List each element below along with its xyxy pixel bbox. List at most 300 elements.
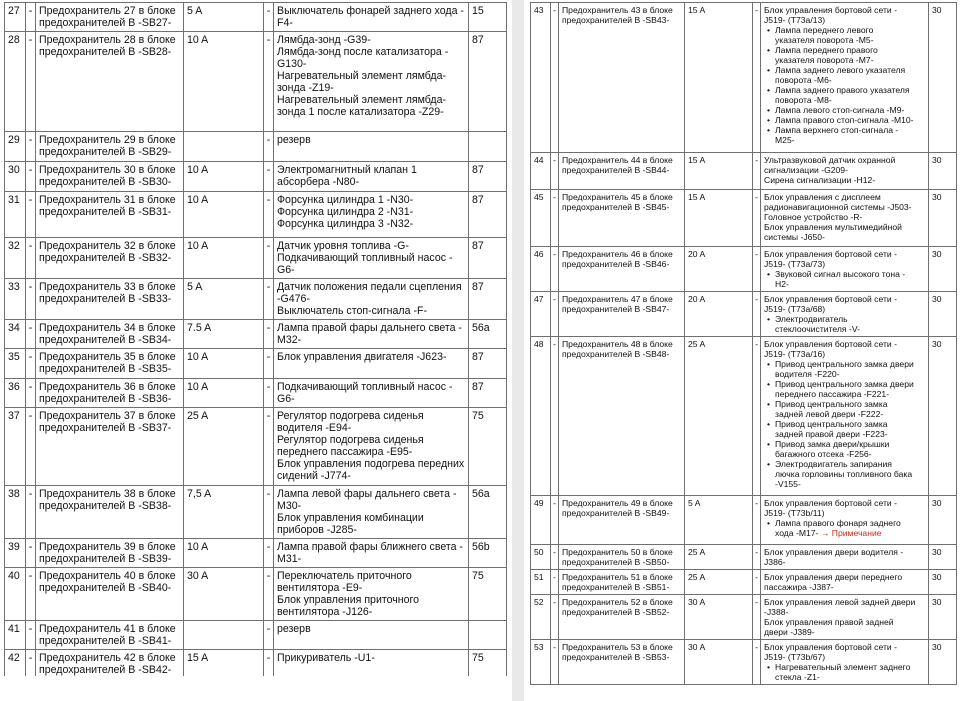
fuse-name-line: предохранителей В -SB39- xyxy=(39,553,172,565)
dash-cell: - xyxy=(551,3,559,153)
fuse-amperage: 10 A xyxy=(184,349,264,379)
list-item-line: • Привод центрального замка xyxy=(775,419,888,429)
fuse-name xyxy=(36,486,184,539)
fuse-number: 35 xyxy=(5,349,26,379)
fuse-name xyxy=(36,132,184,162)
description-line: Прикуриватель -U1- xyxy=(277,652,375,664)
list-item-line: • Лампа заднего правого указателя xyxy=(775,85,910,95)
terminal-designation: 30 xyxy=(929,292,957,337)
description-line: резерв xyxy=(277,134,311,146)
list-item-line: поворота -M8- xyxy=(775,95,832,105)
fuse-number: 52 xyxy=(531,595,551,640)
fuse-number: 31 xyxy=(5,192,26,238)
fuse-amperage: 10 A xyxy=(184,192,264,238)
description-line: Выключатель фонарей заднего хода - xyxy=(277,5,464,17)
dash-cell: - xyxy=(753,337,761,496)
table-row xyxy=(5,192,507,238)
list-item-line: стекла -Z1- xyxy=(775,672,820,682)
dash-cell: - xyxy=(753,292,761,337)
fuse-name-line: предохранителей В -SB43- xyxy=(562,15,670,25)
description-line: Блок управления приточного xyxy=(277,594,420,606)
description-line: F4- xyxy=(277,17,293,29)
description-line: Лампа правой фары ближнего света - xyxy=(277,541,463,553)
fuse-number: 38 xyxy=(5,486,26,539)
terminal-designation: 30 xyxy=(929,640,957,685)
list-item xyxy=(775,314,925,334)
terminal-designation: 87 xyxy=(469,32,507,132)
fuse-name xyxy=(559,247,685,292)
fuse-name-line: предохранителей В -SB41- xyxy=(39,635,172,647)
consumer-description xyxy=(274,486,469,539)
terminal-designation: 87 xyxy=(469,349,507,379)
description-line: Блок управления мультимедийной xyxy=(764,222,902,232)
fuse-name-line: Предохранитель 34 в блоке xyxy=(39,322,176,334)
fuse-amperage: 15 A xyxy=(685,190,753,247)
dash-cell: - xyxy=(26,192,36,238)
list-item-line: • Электродвигатель xyxy=(775,314,848,324)
description-line: Переключатель приточного xyxy=(277,570,412,582)
table-row xyxy=(5,132,507,162)
consumer-description xyxy=(761,292,929,337)
list-item-line: • Лампа заднего левого указателя xyxy=(775,65,906,75)
fuse-amperage: 5 A xyxy=(184,279,264,320)
dash-cell: - xyxy=(753,570,761,595)
description-line: системы -J650- xyxy=(764,232,825,242)
description-line: Форсунка цилиндра 3 -N32- xyxy=(277,218,414,230)
description-line: Регулятор подогрева сиденья xyxy=(277,434,424,446)
consumer-list xyxy=(764,359,925,489)
fuse-number: 47 xyxy=(531,292,551,337)
fuse-number: 30 xyxy=(5,162,26,192)
fuse-name-line: Предохранитель 29 в блоке xyxy=(39,134,176,146)
fuse-name-line: Предохранитель 28 в блоке xyxy=(39,34,176,46)
fuse-name xyxy=(36,320,184,349)
list-item xyxy=(775,125,925,145)
description-line: Форсунка цилиндра 1 -N30- xyxy=(277,194,414,206)
terminal-designation: 30 xyxy=(929,595,957,640)
description-line: Головное устройство -R- xyxy=(764,212,863,222)
list-item xyxy=(775,459,925,489)
consumer-description xyxy=(274,408,469,486)
table-row xyxy=(531,247,957,292)
description-line: Блок управления правой задней xyxy=(764,617,894,627)
consumer-description xyxy=(274,650,469,677)
list-item-line: • Лампа левого стоп-сигнала -M9- xyxy=(775,105,905,115)
list-item xyxy=(775,65,925,85)
fuse-number: 45 xyxy=(531,190,551,247)
fuse-name-line: предохранителей В -SB53- xyxy=(562,652,670,662)
table-row xyxy=(531,190,957,247)
fuse-name-line: Предохранитель 43 в блоке xyxy=(562,5,673,15)
consumer-description xyxy=(274,192,469,238)
terminal-designation: 30 xyxy=(929,545,957,570)
description-line: Выключатель стоп-сигнала -F- xyxy=(277,305,427,317)
fuse-name-line: Предохранитель 42 в блоке xyxy=(39,652,176,664)
fuse-amperage: 20 A xyxy=(685,247,753,292)
fuse-name-line: Предохранитель 51 в блоке xyxy=(562,572,673,582)
dash-cell: - xyxy=(264,408,274,486)
fuse-name-line: предохранителей В -SB46- xyxy=(562,259,670,269)
list-item xyxy=(775,419,925,439)
list-item-line: водителя -F220- xyxy=(775,369,840,379)
description-line: Лямбда-зонд после катализатора - xyxy=(277,46,449,58)
fuse-name-line: предохранителей В -SB38- xyxy=(39,500,172,512)
terminal-designation: 30 xyxy=(929,153,957,190)
dash-cell: - xyxy=(753,3,761,153)
description-line: Блок управления комбинации xyxy=(277,512,424,524)
fuse-amperage: 7.5 A xyxy=(184,320,264,349)
fuse-name-line: предохранителей В -SB31- xyxy=(39,206,172,218)
fuse-name-line: предохранителей В -SB27- xyxy=(39,17,172,29)
list-item xyxy=(775,105,925,115)
fuse-number: 50 xyxy=(531,545,551,570)
fuse-number: 41 xyxy=(5,621,26,650)
table-row xyxy=(5,162,507,192)
list-item-line: H2- xyxy=(775,279,789,289)
fuse-name xyxy=(36,539,184,568)
fuse-amperage: 15 A xyxy=(685,3,753,153)
list-item-line: • Лампа правого стоп-сигнала -M10- xyxy=(775,115,914,125)
fuse-name xyxy=(559,640,685,685)
description-line: Блок управления с дисплеем xyxy=(764,192,881,202)
terminal-designation: 15 xyxy=(469,3,507,32)
table-row xyxy=(531,153,957,190)
terminal-designation: 56a xyxy=(469,320,507,349)
description-line: Регулятор подогрева сиденья xyxy=(277,410,424,422)
description-line: J519- (T73b/11) xyxy=(764,508,825,518)
terminal-designation: 87 xyxy=(469,192,507,238)
consumer-description xyxy=(761,337,929,496)
table-row xyxy=(5,408,507,486)
dash-cell: - xyxy=(26,320,36,349)
fuse-name-line: Предохранитель 50 в блоке xyxy=(562,547,673,557)
table-row xyxy=(531,595,957,640)
list-item xyxy=(775,379,925,399)
fuse-name-line: предохранителей В -SB30- xyxy=(39,176,172,188)
dash-cell: - xyxy=(264,320,274,349)
description-line: G6- xyxy=(277,393,295,405)
terminal-designation: 75 xyxy=(469,408,507,486)
consumer-list xyxy=(764,25,925,145)
fuse-name xyxy=(36,192,184,238)
fuse-name-line: Предохранитель 45 в блоке xyxy=(562,192,673,202)
dash-cell: - xyxy=(264,568,274,621)
fuse-name-line: предохранителей В -SB37- xyxy=(39,422,172,434)
dash-cell: - xyxy=(551,640,559,685)
list-item-line: -V155- xyxy=(775,479,801,489)
description-line: водителя -E94- xyxy=(277,422,352,434)
table-row xyxy=(531,545,957,570)
consumer-description xyxy=(761,153,929,190)
description-line: J519- (T73a/68) xyxy=(764,304,826,314)
terminal-designation: 30 xyxy=(929,570,957,595)
table-row xyxy=(5,349,507,379)
description-line: G6- xyxy=(277,264,295,276)
fuse-number: 49 xyxy=(531,496,551,545)
fuse-number: 34 xyxy=(5,320,26,349)
list-item-line: • Привод центрального замка двери xyxy=(775,359,914,369)
fuse-name xyxy=(36,408,184,486)
fuse-amperage: 15 A xyxy=(184,650,264,677)
consumer-list xyxy=(764,314,925,334)
fuse-number: 37 xyxy=(5,408,26,486)
fuse-amperage xyxy=(184,621,264,650)
fuse-name-line: Предохранитель 31 в блоке xyxy=(39,194,176,206)
dash-cell: - xyxy=(264,162,274,192)
table-row xyxy=(5,650,507,677)
dash-cell: - xyxy=(26,486,36,539)
table-row xyxy=(531,640,957,685)
fuse-name xyxy=(36,568,184,621)
table-row xyxy=(5,621,507,650)
fuse-amperage: 30 A xyxy=(184,568,264,621)
list-item-line: стеклоочистителя -V- xyxy=(775,324,860,334)
description-line: Ультразвуковой датчик охранной xyxy=(764,155,896,165)
description-line: Блок управления бортовой сети - xyxy=(764,498,897,508)
list-item-line: • Лампа правого фонаря заднего xyxy=(775,518,901,528)
dash-cell: - xyxy=(551,570,559,595)
dash-cell: - xyxy=(264,279,274,320)
description-line: переднего пассажира -E95- xyxy=(277,446,413,458)
note-link[interactable]: → Примечание xyxy=(820,528,882,538)
description-line: Сирена сигнализации -H12- xyxy=(764,175,876,185)
fuse-name-line: Предохранитель 40 в блоке xyxy=(39,570,176,582)
description-line: J519- (T73a/16) xyxy=(764,349,826,359)
description-line: приборов -J285- xyxy=(277,524,357,536)
description-line: J519- (T73a/73) xyxy=(764,259,826,269)
consumer-list xyxy=(764,269,925,289)
terminal-designation: 30 xyxy=(929,3,957,153)
list-item xyxy=(775,85,925,105)
description-line: Форсунка цилиндра 2 -N31- xyxy=(277,206,414,218)
fuse-number: 46 xyxy=(531,247,551,292)
list-item-line: • Привод замка двери/крышки xyxy=(775,439,890,449)
description-line: абсорбера -N80- xyxy=(277,176,360,188)
dash-cell: - xyxy=(551,496,559,545)
description-line: Блок управления подогрева передних xyxy=(277,458,465,470)
list-item-line: • Лампа переднего правого xyxy=(775,45,878,55)
dash-cell: - xyxy=(264,539,274,568)
dash-cell: - xyxy=(753,545,761,570)
fuse-amperage: 5 A xyxy=(184,3,264,32)
fuse-name-line: предохранителей В -SB47- xyxy=(562,304,670,314)
dash-cell: - xyxy=(753,640,761,685)
dash-cell: - xyxy=(551,545,559,570)
list-item-line: задней левой двери -F222- xyxy=(775,409,884,419)
dash-cell: - xyxy=(26,539,36,568)
fuse-name xyxy=(36,379,184,408)
table-row xyxy=(5,238,507,279)
list-item xyxy=(775,399,925,419)
fuse-amperage: 20 A xyxy=(685,292,753,337)
description-line: Блок управления двери переднего xyxy=(764,572,903,582)
dash-cell: - xyxy=(26,238,36,279)
dash-cell: - xyxy=(26,32,36,132)
description-line: Блок управления двигателя -J623- xyxy=(277,351,447,363)
dash-cell: - xyxy=(264,3,274,32)
dash-cell: - xyxy=(753,153,761,190)
fuse-name-line: предохранителей В -SB50- xyxy=(562,557,670,567)
fuse-name xyxy=(559,337,685,496)
description-line: Блок управления бортовой сети - xyxy=(764,642,897,652)
description-line: двери -J389- xyxy=(764,627,815,637)
description-line: Лампа левой фары дальнего света - xyxy=(277,488,457,500)
table-row xyxy=(5,3,507,32)
table-row xyxy=(531,292,957,337)
dash-cell: - xyxy=(264,349,274,379)
description-line: вентилятора -E9- xyxy=(277,582,363,594)
fuse-name-line: Предохранитель 47 в блоке xyxy=(562,294,673,304)
description-line: Блок управления бортовой сети - xyxy=(764,5,897,15)
fuse-name xyxy=(559,595,685,640)
consumer-list xyxy=(764,518,925,538)
description-line: Блок управления бортовой сети - xyxy=(764,249,897,259)
list-item xyxy=(775,439,925,459)
description-line: Датчик уровня топлива -G- xyxy=(277,240,409,252)
list-item xyxy=(775,25,925,45)
fuse-amperage: 25 A xyxy=(685,337,753,496)
table-row xyxy=(5,539,507,568)
dash-cell: - xyxy=(26,621,36,650)
fuse-name xyxy=(559,496,685,545)
consumer-description xyxy=(274,539,469,568)
terminal-designation xyxy=(469,621,507,650)
dash-cell: - xyxy=(26,349,36,379)
fuse-name-line: Предохранитель 27 в блоке xyxy=(39,5,176,17)
fuse-number: 53 xyxy=(531,640,551,685)
fuse-name-line: предохранителей В -SB52- xyxy=(562,607,670,617)
description-line: J519- (T73a/13) xyxy=(764,15,826,25)
dash-cell: - xyxy=(26,132,36,162)
fuse-number: 51 xyxy=(531,570,551,595)
fuse-number: 42 xyxy=(5,650,26,677)
list-item xyxy=(775,518,925,538)
fuse-table-right xyxy=(530,2,957,685)
fuse-name xyxy=(36,349,184,379)
description-line: пассажира -J387- xyxy=(764,582,834,592)
fuse-number: 43 xyxy=(531,3,551,153)
terminal-designation: 30 xyxy=(929,337,957,496)
fuse-amperage: 10 A xyxy=(184,238,264,279)
description-line: Блок управления бортовой сети - xyxy=(764,294,897,304)
fuse-name-line: Предохранитель 52 в блоке xyxy=(562,597,673,607)
description-line: -G476- xyxy=(277,293,310,305)
fuse-name-line: предохранителей В -SB45- xyxy=(562,202,670,212)
dash-cell: - xyxy=(264,379,274,408)
fuse-name xyxy=(559,190,685,247)
consumer-description xyxy=(274,379,469,408)
right-page xyxy=(512,0,960,701)
list-item-line: • Нагревательный элемент заднего xyxy=(775,662,911,672)
fuse-name-line: предохранителей В -SB44- xyxy=(562,165,670,175)
table-row xyxy=(5,32,507,132)
fuse-number: 40 xyxy=(5,568,26,621)
fuse-name-line: Предохранитель 30 в блоке xyxy=(39,164,176,176)
fuse-name-line: предохранителей В -SB49- xyxy=(562,508,670,518)
terminal-designation: 75 xyxy=(469,650,507,677)
fuse-amperage: 30 A xyxy=(685,595,753,640)
fuse-name xyxy=(36,3,184,32)
list-item-line: • Привод центрального замка двери xyxy=(775,379,914,389)
description-line: M32- xyxy=(277,334,302,346)
fuse-name-line: Предохранитель 35 в блоке xyxy=(39,351,176,363)
consumer-description xyxy=(761,545,929,570)
fuse-name-line: предохранителей В -SB40- xyxy=(39,582,172,594)
right-page-sheet xyxy=(524,0,960,701)
description-line: Электромагнитный клапан 1 xyxy=(277,164,417,176)
fuse-number: 33 xyxy=(5,279,26,320)
fuse-name-line: Предохранитель 32 в блоке xyxy=(39,240,176,252)
dash-cell: - xyxy=(551,247,559,292)
dash-cell: - xyxy=(264,486,274,539)
fuse-name-line: предохранителей В -SB29- xyxy=(39,146,172,158)
fuse-number: 29 xyxy=(5,132,26,162)
consumer-description xyxy=(761,496,929,545)
description-line: Лампа правой фары дальнего света - xyxy=(277,322,462,334)
consumer-description xyxy=(274,320,469,349)
dash-cell: - xyxy=(551,292,559,337)
description-line: G130- xyxy=(277,58,307,70)
consumer-list xyxy=(764,662,925,682)
terminal-designation xyxy=(469,132,507,162)
table-row xyxy=(5,486,507,539)
table-row xyxy=(5,320,507,349)
dash-cell: - xyxy=(26,650,36,677)
description-line: Датчик положения педали сцепления xyxy=(277,281,462,293)
fuse-amperage: 10 A xyxy=(184,162,264,192)
list-item xyxy=(775,269,925,289)
list-item xyxy=(775,115,925,125)
fuse-name-line: Предохранитель 46 в блоке xyxy=(562,249,673,259)
list-item-line: M25- xyxy=(775,135,795,145)
fuse-number: 27 xyxy=(5,3,26,32)
fuse-amperage: 25 A xyxy=(685,570,753,595)
fuse-amperage: 7,5 A xyxy=(184,486,264,539)
dash-cell: - xyxy=(26,3,36,32)
dash-cell: - xyxy=(264,621,274,650)
consumer-description xyxy=(761,3,929,153)
consumer-description xyxy=(761,595,929,640)
description-line: -J388- xyxy=(764,607,789,617)
list-item xyxy=(775,359,925,379)
description-line: радионавигационной системы -J503- xyxy=(764,202,912,212)
description-line: Блок управления левой задней двери xyxy=(764,597,916,607)
dash-cell: - xyxy=(753,247,761,292)
consumer-description xyxy=(761,247,929,292)
fuse-number: 48 xyxy=(531,337,551,496)
description-line: Подкачивающий топливный насос - xyxy=(277,252,453,264)
fuse-amperage: 30 A xyxy=(685,640,753,685)
description-line: M31- xyxy=(277,553,302,565)
fuse-number: 28 xyxy=(5,32,26,132)
description-line: Нагревательный элемент лямбда- xyxy=(277,94,446,106)
terminal-designation: 56a xyxy=(469,486,507,539)
fuse-name-line: предохранителей В -SB35- xyxy=(39,363,172,375)
list-item-line: • Лампа переднего левого xyxy=(775,25,874,35)
fuse-number: 32 xyxy=(5,238,26,279)
description-line: J386- xyxy=(764,557,786,567)
consumer-description xyxy=(761,640,929,685)
description-line: Блок управления бортовой сети - xyxy=(764,339,897,349)
fuse-name xyxy=(36,279,184,320)
description-line: Нагревательный элемент лямбда- xyxy=(277,70,446,82)
fuse-name xyxy=(36,162,184,192)
fuse-name-line: предохранителей В -SB34- xyxy=(39,334,172,346)
fuse-name-line: предохранителей В -SB51- xyxy=(562,582,670,592)
table-row xyxy=(531,496,957,545)
dash-cell: - xyxy=(753,595,761,640)
fuse-amperage: 25 A xyxy=(685,545,753,570)
